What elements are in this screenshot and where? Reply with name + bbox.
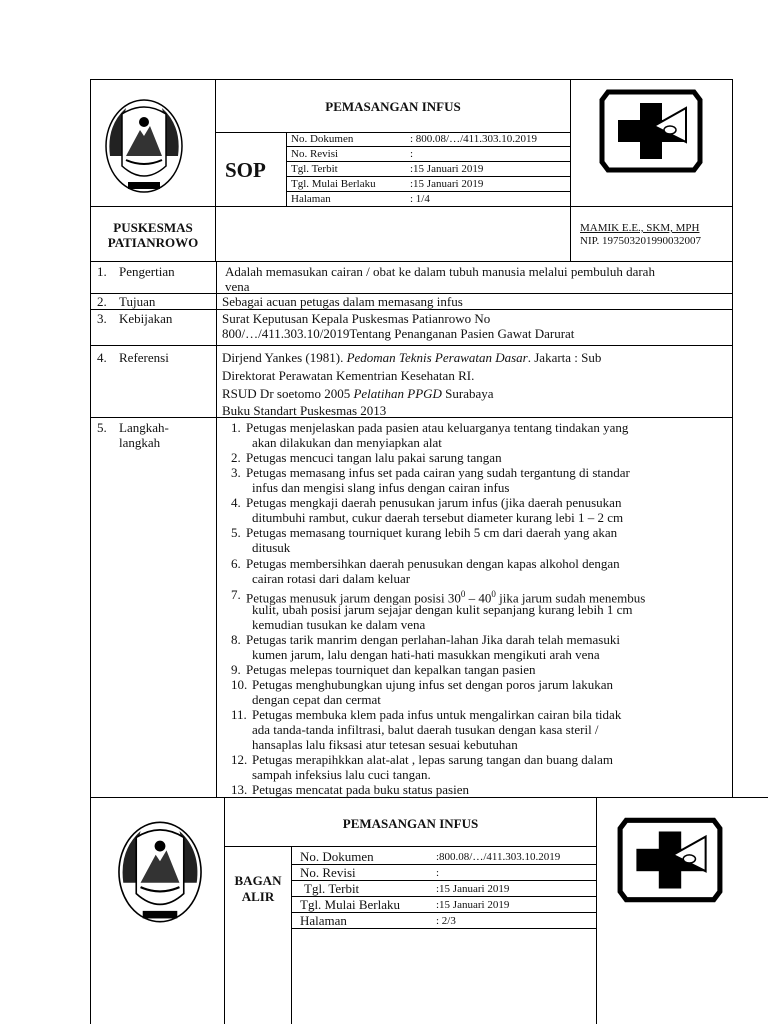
referensi-author: RSUD Dr soetomo 2005 bbox=[222, 386, 354, 401]
degree-superscript: 0 bbox=[460, 589, 466, 599]
step-text: sampah infeksius lalu cuci tangan. bbox=[252, 767, 431, 782]
step-text: Petugas membuka klem pada infus untuk mengalirkan cairan bila tidak bbox=[252, 707, 622, 722]
step-text: Petugas melepas tourniquet dan kepalkan tangan pasien bbox=[246, 662, 536, 677]
step-number: 13. bbox=[231, 782, 248, 797]
meta-value-halaman: : 1/4 bbox=[410, 193, 430, 205]
step-number: 1. bbox=[231, 420, 241, 435]
step-text: Petugas memasang tourniquet kurang lebih 5 cm dari daerah yang akan bbox=[246, 525, 618, 540]
step-number: 3. bbox=[231, 465, 241, 480]
step-number: 8. bbox=[231, 632, 241, 647]
step-text: cairan rotasi dari dalam keluar bbox=[252, 571, 411, 586]
org-name-line1: PUSKESMAS bbox=[113, 220, 193, 235]
referensi-line2: Direktorat Perawatan Kementrian Kesehatan RI. bbox=[222, 368, 475, 383]
step-text-part: – 40 bbox=[465, 590, 492, 606]
referensi-line4: Buku Standart Puskesmas 2013 bbox=[222, 403, 387, 418]
meta-value-no-dokumen: :800.08/…/411.303.10.2019 bbox=[436, 851, 561, 863]
section-label-referensi: Referensi bbox=[119, 350, 169, 365]
degree-superscript: 0 bbox=[491, 589, 496, 599]
meta-label-halaman: Halaman bbox=[291, 193, 331, 205]
referensi-place: Surabaya bbox=[441, 386, 494, 401]
meta-label-no-dokumen: No. Dokumen bbox=[291, 133, 354, 145]
step-text: Petugas memasang infus set pada cairan yang sudah tergantung di standar bbox=[246, 465, 630, 480]
meta-label-halaman: Halaman bbox=[300, 913, 347, 928]
section-label-langkah: Langkah- bbox=[119, 420, 169, 435]
step-number: 4. bbox=[231, 495, 241, 510]
meta-label-no-dokumen: No. Dokumen bbox=[300, 849, 374, 864]
referensi-title: Pedoman Teknis Perawatan Dasar bbox=[346, 350, 528, 365]
step-text-part: jika jarum sudah menembus bbox=[495, 590, 646, 606]
step-number: 10. bbox=[231, 677, 248, 692]
step-text: ditumbuhi rambut, cukur daerah tersebut diameter kurang lebi 1 – 2 cm bbox=[252, 510, 624, 525]
puskesmas-cross-logo bbox=[596, 88, 706, 174]
referensi-line3 bbox=[222, 386, 494, 401]
step-text: akan dilakukan dan menyiapkan alat bbox=[252, 435, 442, 450]
kebijakan-text: Surat Keputusan Kepala Puskesmas Patianrowo No bbox=[222, 311, 491, 326]
step-number: 9. bbox=[231, 662, 241, 677]
step-text: infus dan mengisi slang infus dengan cairan infus bbox=[252, 480, 510, 495]
referensi-line1 bbox=[222, 350, 601, 365]
emblem-logo bbox=[100, 96, 188, 196]
section-label-kebijakan: Kebijakan bbox=[119, 311, 173, 326]
section-number: 4. bbox=[97, 350, 107, 365]
doc-title: PEMASANGAN INFUS bbox=[342, 816, 479, 831]
signer-nip: NIP. 197503201990032007 bbox=[580, 235, 702, 247]
emblem-logo bbox=[112, 818, 208, 926]
step-text: ada tanda-tanda infiltrasi, balut daerah tusukan dengan kasa steril / bbox=[252, 722, 599, 737]
step-text: Petugas mengkaji daerah penusukan jarum infus (jika daerah penusukan bbox=[246, 495, 622, 510]
tujuan-text: Sebagai acuan petugas dalam memasang infus bbox=[222, 294, 463, 309]
referensi-publisher: . Jakarta : Sub bbox=[527, 350, 602, 365]
step-text: Petugas merapihkkan alat-alat , lepas sarung tangan dan buang dalam bbox=[252, 752, 613, 767]
section-label-langkah: langkah bbox=[119, 435, 161, 450]
meta-value-tgl-mulai: :15 Januari 2019 bbox=[436, 899, 510, 911]
step-text: Petugas membersihkan daerah penusukan dengan kapas alkohol dengan bbox=[246, 556, 620, 571]
meta-value-tgl-mulai: :15 Januari 2019 bbox=[410, 178, 484, 190]
step-text: kulit, ubah posisi jarum sejajar dengan kulit sepanjang kurang lebih 1 cm bbox=[252, 602, 633, 617]
org-name-line2: PATIANROWO bbox=[107, 235, 199, 250]
pengertian-text: Adalah memasukan cairan / obat ke dalam tubuh manusia melalui pembuluh darah bbox=[225, 264, 655, 279]
step-number: 11. bbox=[231, 707, 247, 722]
step-number: 12. bbox=[231, 752, 248, 767]
sop-label: SOP bbox=[225, 158, 266, 182]
step-text: hansaplas lalu fiksasi atur tetesan sesuai kebutuhan bbox=[252, 737, 518, 752]
step-number: 2. bbox=[231, 450, 241, 465]
step-text: Petugas mencatat pada buku status pasien bbox=[252, 782, 469, 797]
step-number: 7. bbox=[231, 587, 241, 602]
meta-label-tgl-terbit: Tgl. Terbit bbox=[291, 163, 338, 175]
pengertian-text: vena bbox=[225, 279, 250, 294]
referensi-title: Pelatihan PPGD bbox=[353, 386, 442, 401]
meta-label-no-revisi: No. Revisi bbox=[291, 148, 339, 160]
section-label-tujuan: Tujuan bbox=[119, 294, 156, 309]
meta-value-halaman: : 2/3 bbox=[436, 915, 456, 927]
step-text: Petugas menghubungkan ujung infus set dengan poros jarum lakukan bbox=[252, 677, 614, 692]
step-text: ditusuk bbox=[252, 540, 291, 555]
meta-value-no-dokumen: : 800.08/…/411.303.10.2019 bbox=[410, 133, 538, 145]
step-text: Petugas tarik manrim dengan perlahan-lahan Jika darah telah memasuki bbox=[246, 632, 620, 647]
meta-value-no-revisi: : bbox=[436, 867, 440, 879]
meta-value-tgl-terbit: :15 Januari 2019 bbox=[436, 883, 510, 895]
step-text: Petugas menjelaskan pada pasien atau keluarganya tentang tindakan yang bbox=[246, 420, 629, 435]
meta-value-tgl-terbit: :15 Januari 2019 bbox=[410, 163, 484, 175]
meta-label-tgl-mulai: Tgl. Mulai Berlaku bbox=[300, 897, 401, 912]
referensi-author: Dirjend Yankes (1981). bbox=[222, 350, 347, 365]
kebijakan-text: 800/…/411.303.10/2019Tentang Penanganan Pasien Gawat Darurat bbox=[222, 326, 575, 341]
step-text: Petugas mencuci tangan lalu pakai sarung tangan bbox=[246, 450, 502, 465]
meta-value-no-revisi: : bbox=[410, 148, 414, 160]
section-number: 3. bbox=[97, 311, 107, 326]
section-number: 5. bbox=[97, 420, 107, 435]
meta-label-tgl-mulai: Tgl. Mulai Berlaku bbox=[291, 178, 376, 190]
step-number: 6. bbox=[231, 556, 241, 571]
section-label-pengertian: Pengertian bbox=[119, 264, 175, 279]
meta-label-no-revisi: No. Revisi bbox=[300, 865, 356, 880]
meta-label-tgl-terbit: Tgl. Terbit bbox=[304, 881, 360, 896]
section-number: 1. bbox=[97, 264, 107, 279]
step-text: kumen jarum, lalu dengan hati-hati masukkan mengikuti arah vena bbox=[252, 647, 600, 662]
bagan-alir-label: BAGAN bbox=[234, 873, 282, 888]
step-text: kemudian tusukan ke dalam vena bbox=[252, 617, 426, 632]
doc-title: PEMASANGAN INFUS bbox=[325, 99, 461, 114]
step-text: dengan cepat dan cermat bbox=[252, 692, 381, 707]
section-number: 2. bbox=[97, 294, 107, 309]
puskesmas-cross-logo bbox=[614, 816, 726, 904]
step-text-part: Petugas menusuk jarum dengan posisi 30 bbox=[246, 590, 461, 606]
step-number: 5. bbox=[231, 525, 241, 540]
bagan-alir-label: ALIR bbox=[241, 889, 275, 904]
signer-name: MAMIK E.E., SKM, MPH bbox=[580, 222, 700, 234]
